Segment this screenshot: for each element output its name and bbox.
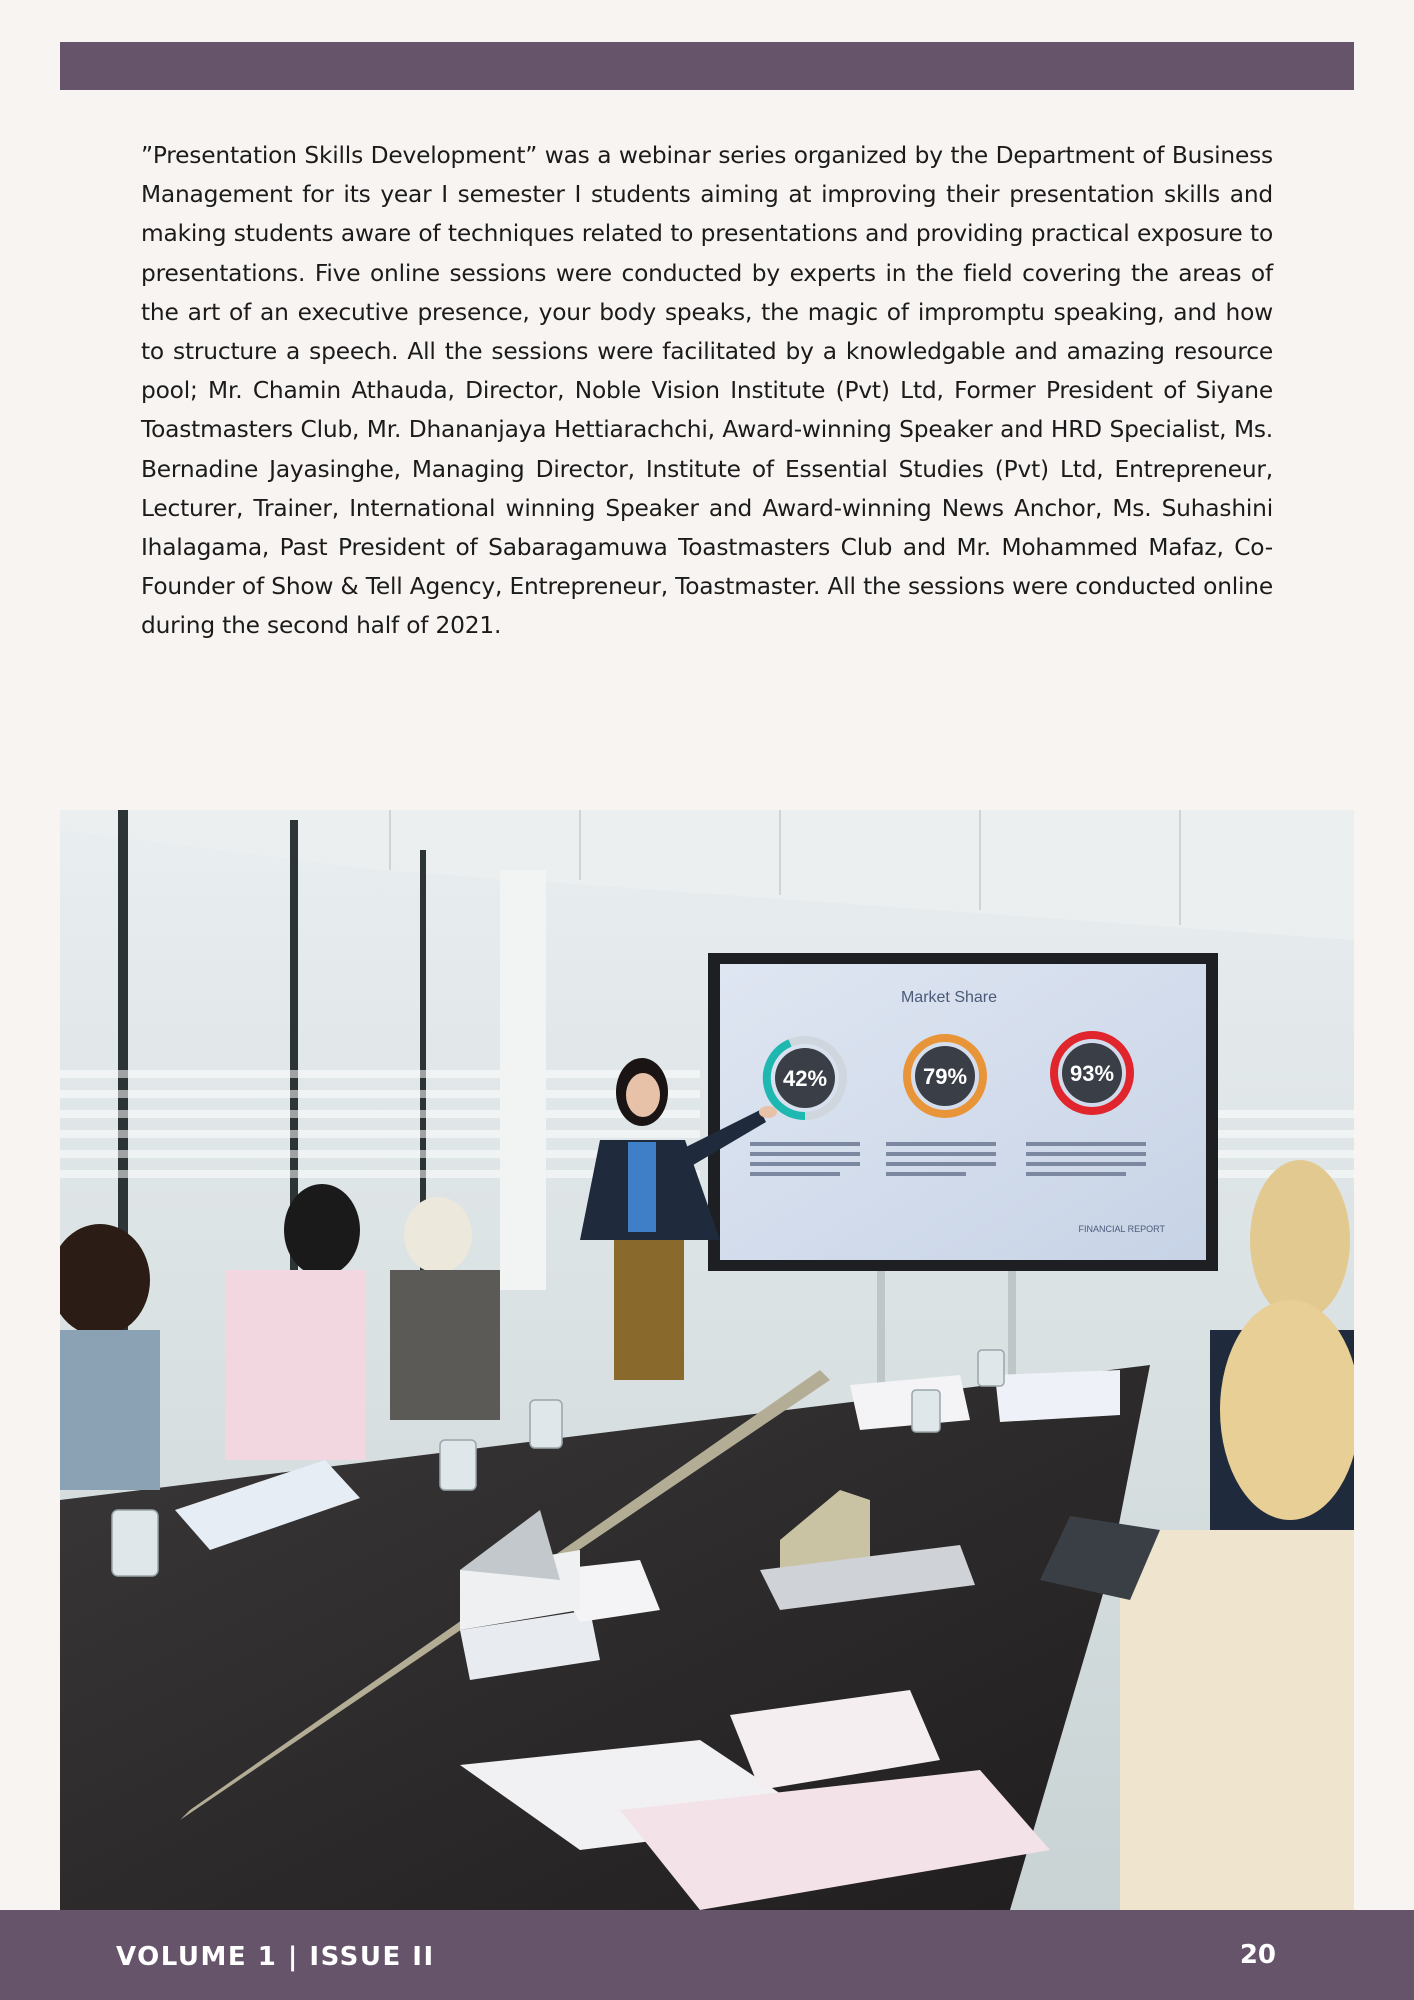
stat-79: 79% [922,1064,968,1089]
stat-42: 42% [782,1066,828,1091]
article-paragraph: ”Presentation Skills Development” was a webinar series organized by the Department of Business Management for its year I semester I students aiming at improving their presentation skills and making students aware of techniques related to presentations and providing practical exposure to presentations. Five online sessions were conducted by experts in the field covering the areas of the art of an executive presence, your body speaks, the magic of impromptu speaking, and how to structure a speech. All the sessions were facilitated by a knowledgable and amazing resource pool; Mr. Chamin Athauda, Director, Noble Vision Institute (Pvt) Ltd, Former President of Siyane Toastmasters Club, Mr. Dhananjaya Hettiarachchi, Award-winning Speaker and HRD Specialist, Ms. Bernadine Jayasinghe, Managing Director, Institute of Essential Studies (Pvt) Ltd, Entrepreneur, Lecturer, Trainer, International winning Speaker and Award-winning News Anchor, Ms. Suhashini Ihalagama, Past President of Sabaragamuwa Toastmasters Club and Mr. Mohammed Mafaz, Co-Founder of Show & Tell Agency, Entrepreneur, Toastmaster. All the sessions were conducted online during the second half of 2021. [141,142,1273,640]
stat-93: 93% [1069,1061,1115,1086]
screen-title: Market Share [900,989,998,1006]
footer-band [0,1910,1414,2000]
screen-footer: FINANCIAL REPORT [1078,1224,1165,1234]
header-band [60,42,1354,90]
issue-label: VOLUME 1 | ISSUE II [116,1942,435,1972]
meeting-photo [60,810,1354,1910]
page-number: 20 [1239,1940,1276,1970]
